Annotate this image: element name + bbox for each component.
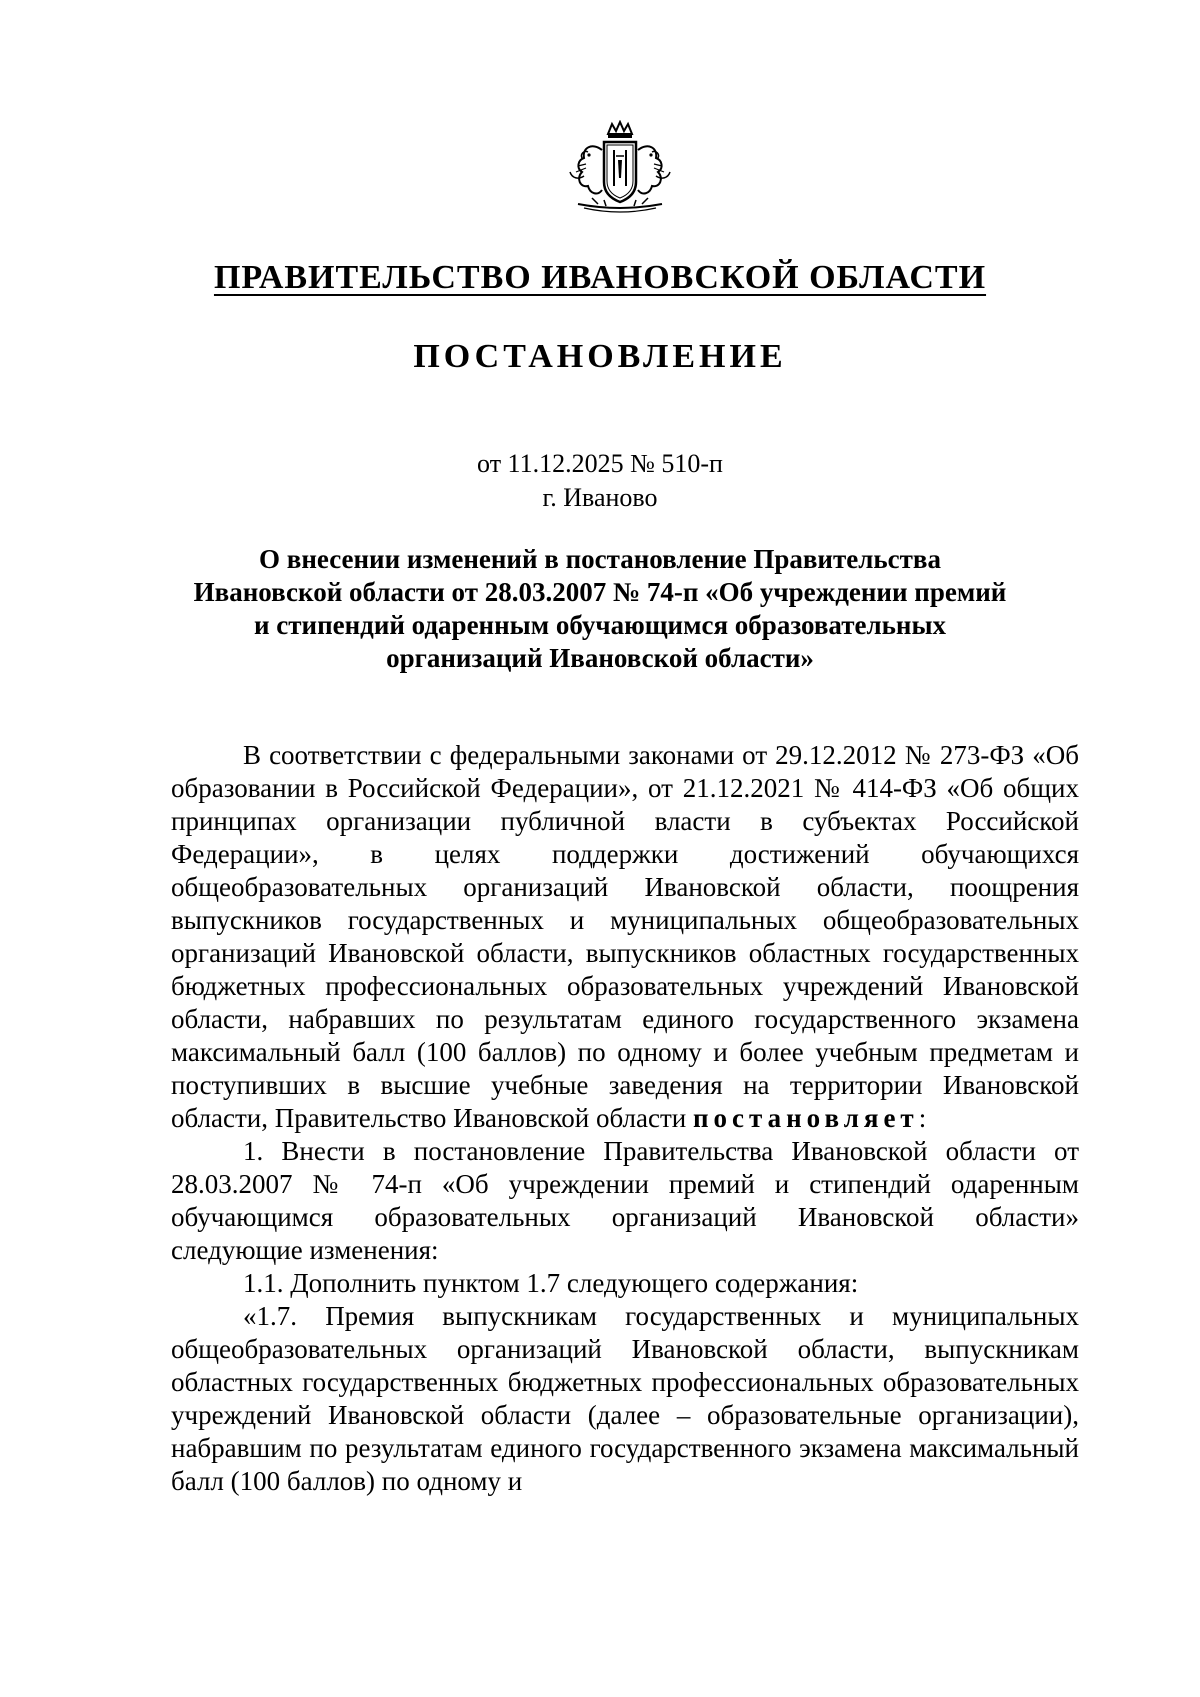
document-type-heading: ПОСТАНОВЛЕНИЕ — [413, 338, 787, 375]
subject-line: и стипендий одаренным обучающимся образовательных — [253, 610, 947, 640]
date-number: от 11.12.2025 № 510-п — [477, 449, 723, 478]
item-1-1-paragraph: 1.1. Дополнить пунктом 1.7 следующего содержания: — [243, 1268, 859, 1298]
document-subject — [160, 543, 1040, 675]
subject-line: Ивановской области от 28.03.2007 № 74-п «Об учреждении премий — [193, 577, 1007, 607]
preamble-paragraph — [171, 739, 1079, 1135]
document-meta — [0, 447, 1200, 515]
government-title-text: ПРАВИТЕЛЬСТВО ИВАНОВСКОЙ ОБЛАСТИ — [213, 259, 987, 296]
resolves-word: постановляет — [692, 1103, 919, 1133]
item-1-7-paragraph: «1.7. Премия выпускникам государственных и муниципальных общеобразовательных организаций Ивановской области, выпускникам областных государственных бюджетных профессиональных образовательных учреждений Ивановской области (далее – образовательные организации), набравшим по результатам единого государственного экзамена максимальный балл (100 баллов) по одному и — [171, 1301, 1079, 1496]
government-title — [0, 258, 1200, 298]
ivanovo-coat-of-arms-icon — [558, 120, 682, 216]
resolves-colon: : — [918, 1103, 927, 1133]
subject-line: О внесении изменений в постановление Правительства — [259, 544, 941, 574]
city: г. Иваново — [542, 483, 658, 512]
preamble-text: В соответствии с федеральными законами от 29.12.2012 № 273-ФЗ «Об образовании в Российской Федерации», от 21.12.2021 № 414-ФЗ «Об общих принципах организации публичной власти в субъектах Российской Федерации», в целях поддержки достижений обучающихся общеобразовательных организаций Ивановской области, поощрения выпускников государственных и муниципальных общеобразовательных организаций Ивановской области, выпускников областных государственных бюджетных профессиональных образовательных учреждений Ивановской области, набравших по результатам единого государственного экзамена максимальный балл (100 баллов) по одному и более учебным предметам и поступивших в высшие учебные заведения на территории Ивановской области, Правительство Ивановской области — [171, 740, 1079, 1133]
item-1-paragraph: 1. Внести в постановление Правительства Ивановской области от 28.03.2007 № 74-п «Об учреждении премий и стипендий одаренным обучающимся образовательных организаций Ивановской области» следующие изменения: — [171, 1136, 1079, 1265]
document-body — [171, 739, 1079, 1498]
subject-line: организаций Ивановской области» — [386, 643, 814, 673]
